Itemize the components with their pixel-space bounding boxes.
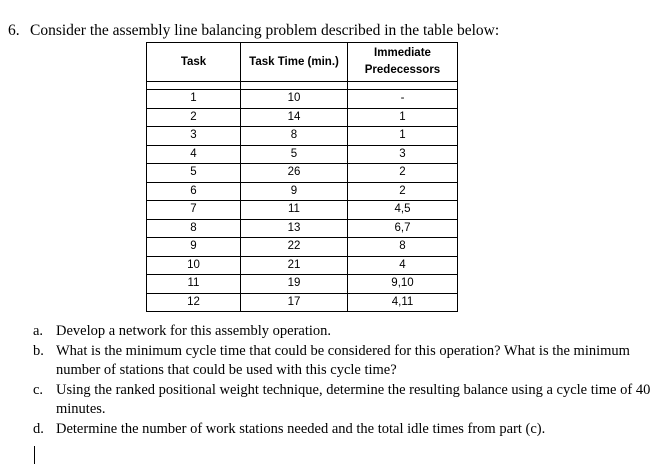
text-cursor[interactable] <box>34 446 35 464</box>
header-task-time: Task Time (min.) <box>241 43 348 82</box>
task-cell: 8 <box>147 219 241 238</box>
table-row <box>147 293 458 312</box>
question-text: Consider the assembly line balancing problem described in the table below: <box>30 22 500 39</box>
question-part-a <box>27 322 652 342</box>
table-row <box>147 145 458 164</box>
task-cell: 6 <box>147 182 241 201</box>
predecessor-cell: 8 <box>348 238 458 257</box>
predecessor-cell: 4,5 <box>348 201 458 220</box>
task-time-cell: 21 <box>241 256 348 275</box>
part-marker: b. <box>33 342 44 359</box>
table-row <box>147 108 458 127</box>
table-row <box>147 90 458 109</box>
task-cell: 3 <box>147 127 241 146</box>
task-time-cell: 5 <box>241 145 348 164</box>
task-time-cell: 11 <box>241 201 348 220</box>
task-cell: 2 <box>147 108 241 127</box>
task-time-cell: 19 <box>241 275 348 294</box>
task-time-cell: 22 <box>241 238 348 257</box>
task-time-cell: 10 <box>241 90 348 109</box>
table-row <box>147 201 458 220</box>
table-row <box>147 238 458 257</box>
table-spacer-row <box>147 82 458 90</box>
predecessor-cell: 4 <box>348 256 458 275</box>
table-row <box>147 219 458 238</box>
header-predecessors-line2: Predecessors <box>364 64 441 76</box>
part-text: What is the minimum cycle time that could be considered for this operation? What is the minimum number of stations that could be used with this cycle time? <box>56 342 630 378</box>
assembly-task-table <box>146 42 458 312</box>
task-time-cell: 17 <box>241 293 348 312</box>
task-cell: 1 <box>147 90 241 109</box>
part-text: Using the ranked positional weight technique, determine the resulting balance using a cycle time of 40 minutes. <box>56 381 651 417</box>
part-text: Develop a network for this assembly operation. <box>56 323 332 339</box>
header-predecessors-line1: Immediate <box>374 47 431 59</box>
task-cell: 11 <box>147 275 241 294</box>
predecessor-cell: 2 <box>348 182 458 201</box>
header-task: Task <box>147 43 241 82</box>
predecessor-cell: 9,10 <box>348 275 458 294</box>
question-heading <box>8 22 499 40</box>
table-header-row <box>147 43 458 82</box>
task-cell: 5 <box>147 164 241 183</box>
part-marker: d. <box>33 420 44 437</box>
part-marker: a. <box>33 323 44 339</box>
task-cell: 10 <box>147 256 241 275</box>
predecessor-cell: 4,11 <box>348 293 458 312</box>
table-row <box>147 164 458 183</box>
task-cell: 9 <box>147 238 241 257</box>
task-cell: 12 <box>147 293 241 312</box>
predecessor-cell: 2 <box>348 164 458 183</box>
predecessor-cell: - <box>348 90 458 109</box>
part-text: Determine the number of work stations needed and the total idle times from part (c). <box>56 420 546 437</box>
table-row <box>147 182 458 201</box>
task-cell: 7 <box>147 201 241 220</box>
table-row <box>147 275 458 294</box>
task-time-cell: 14 <box>241 108 348 127</box>
predecessor-cell: 6,7 <box>348 219 458 238</box>
question-part-b <box>27 342 652 381</box>
question-parts-list <box>27 322 652 439</box>
question-part-c <box>27 381 652 420</box>
predecessor-cell: 1 <box>348 108 458 127</box>
task-time-cell: 26 <box>241 164 348 183</box>
table-row <box>147 256 458 275</box>
task-time-cell: 9 <box>241 182 348 201</box>
question-part-d <box>27 420 652 440</box>
header-immediate-predecessors <box>348 43 458 82</box>
task-cell: 4 <box>147 145 241 164</box>
part-marker: c. <box>33 381 44 398</box>
task-time-cell: 8 <box>241 127 348 146</box>
table-row <box>147 127 458 146</box>
question-number: 6. <box>8 22 20 39</box>
task-time-cell: 13 <box>241 219 348 238</box>
predecessor-cell: 3 <box>348 145 458 164</box>
predecessor-cell: 1 <box>348 127 458 146</box>
